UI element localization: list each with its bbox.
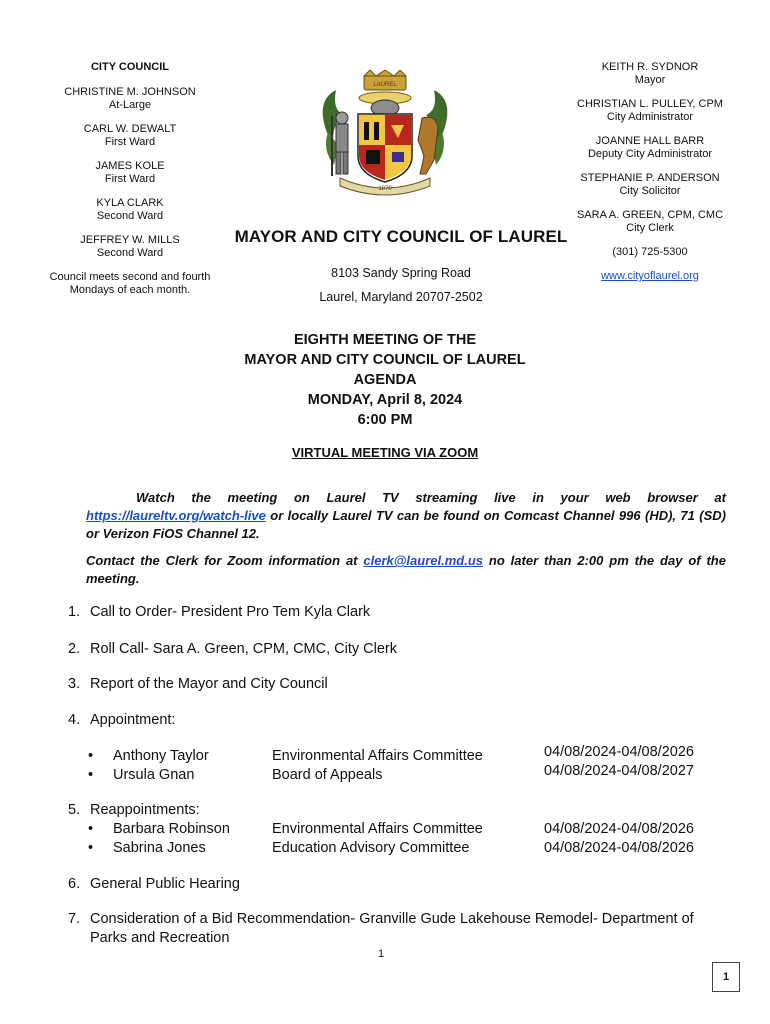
agenda-item <box>68 640 397 659</box>
agenda-item-text: Roll Call- Sara A. Green, CPM, CMC, City Clerk <box>90 641 397 657</box>
agenda-item <box>68 675 328 694</box>
member-name: KYLA CLARK <box>96 197 164 209</box>
bullet-icon: • <box>88 821 94 837</box>
virtual-meeting-notice <box>120 445 650 460</box>
council-member <box>40 86 220 112</box>
reappointment-term: 04/08/2024-04/08/2026 <box>544 821 694 837</box>
agenda-item-text: General Public Hearing <box>90 876 240 892</box>
agenda-item-text: Appointment: <box>90 712 176 728</box>
meeting-heading-line: EIGHTH MEETING OF THE <box>293 332 477 348</box>
agenda-item <box>68 603 370 622</box>
appointee-name: Barbara Robinson <box>113 821 230 837</box>
member-name: CHRISTINE M. JOHNSON <box>64 86 196 98</box>
agenda-item <box>68 910 738 948</box>
meeting-note-line: Council meets second and fourth <box>49 271 211 283</box>
page-number-box: 1 <box>712 962 740 992</box>
agenda-item-number: 5. <box>68 802 81 818</box>
agenda-item-number: 2. <box>68 641 81 657</box>
phone-number: (301) 725-5300 <box>612 246 688 258</box>
agenda-item-number: 7. <box>68 911 81 927</box>
page-number: 1 <box>378 948 385 960</box>
meeting-note-line: Mondays of each month. <box>69 284 191 296</box>
notice-text: Contact the Clerk for Zoom information at <box>86 553 364 568</box>
member-role: At-Large <box>108 99 152 111</box>
website-link[interactable]: www.cityoflaurel.org <box>601 270 699 282</box>
member-name: JAMES KOLE <box>95 160 165 172</box>
virtual-meeting-label: VIRTUAL MEETING VIA ZOOM <box>291 445 479 460</box>
laureltv-link[interactable]: https://laureltv.org/watch-live <box>86 508 266 523</box>
zoom-contact-notice <box>86 552 726 588</box>
meeting-heading <box>120 330 650 430</box>
official <box>568 172 732 198</box>
clerk-email-link[interactable]: clerk@laurel.md.us <box>363 553 484 568</box>
reappointment-committee: Environmental Affairs Committee <box>272 821 483 837</box>
official <box>568 61 732 87</box>
meeting-time: 6:00 PM <box>357 412 413 428</box>
agenda-item <box>68 801 200 820</box>
council-member <box>40 234 220 260</box>
member-name: JEFFREY W. MILLS <box>80 234 180 246</box>
agenda-item-text: Reappointments: <box>90 802 200 818</box>
reappointment-name <box>88 839 206 858</box>
meeting-date: MONDAY, April 8, 2024 <box>307 392 463 408</box>
agenda-item <box>68 711 175 730</box>
agenda-item-number: 6. <box>68 876 81 892</box>
notice-text: or locally Laurel TV can be found on Comcast Channel 996 (HD), 71 (SD) or Verizon FiOS Channel 12. <box>86 508 726 541</box>
meeting-schedule-note <box>40 271 220 297</box>
appointment-name <box>88 766 194 785</box>
official-name: KEITH R. SYDNOR <box>601 61 699 73</box>
bullet-icon: • <box>88 748 94 764</box>
council-heading: CITY COUNCIL <box>90 61 170 73</box>
notice-text: Watch the meeting on Laurel TV streaming live in your web browser at <box>136 490 726 505</box>
member-name: CARL W. DEWALT <box>83 123 177 135</box>
official <box>568 98 732 124</box>
agenda-item-text: Consideration of a Bid Recommendation- Granville Gude Lakehouse Remodel- Department of <box>90 911 694 927</box>
council-member <box>40 123 220 149</box>
bullet-icon: • <box>88 840 94 856</box>
council-member <box>40 160 220 186</box>
crest-date-text: 1870 <box>378 186 392 192</box>
official <box>568 209 732 235</box>
appointment-committee: Board of Appeals <box>272 767 383 783</box>
city-crest-logo <box>314 70 456 200</box>
meeting-heading-line: AGENDA <box>353 372 417 388</box>
crest-banner-text: LAUREL <box>373 82 397 88</box>
agenda-item-number: 3. <box>68 676 81 692</box>
address-line-2: Laurel, Maryland 20707-2502 <box>319 290 483 304</box>
agenda-item <box>68 875 240 894</box>
official-role: City Solicitor <box>619 185 681 197</box>
meeting-heading-line: MAYOR AND CITY COUNCIL OF LAUREL <box>244 352 526 368</box>
official-role: City Administrator <box>606 111 694 123</box>
council-member <box>40 197 220 223</box>
appointment-term: 04/08/2024-04/08/2026 <box>544 744 694 760</box>
reappointment-name <box>88 820 230 839</box>
official-role: Deputy City Administrator <box>587 148 713 160</box>
agenda-item-text: Call to Order- President Pro Tem Kyla Clark <box>90 604 371 620</box>
organization-title: MAYOR AND CITY COUNCIL OF LAUREL <box>234 227 568 246</box>
appointment-term: 04/08/2024-04/08/2027 <box>544 763 694 779</box>
member-role: First Ward <box>104 136 156 148</box>
official <box>568 135 732 161</box>
member-role: Second Ward <box>96 210 164 222</box>
reappointment-term: 04/08/2024-04/08/2026 <box>544 840 694 856</box>
appointee-name: Anthony Taylor <box>113 748 209 764</box>
crest-icon <box>314 70 456 200</box>
bullet-icon: • <box>88 767 94 783</box>
city-council-column <box>40 61 220 308</box>
member-role: Second Ward <box>96 247 164 259</box>
official-role: Mayor <box>634 74 666 86</box>
appointment-name <box>88 747 209 766</box>
agenda-item-text: Report of the Mayor and City Council <box>90 676 328 692</box>
official-name: SARA A. GREEN, CPM, CMC <box>576 209 724 221</box>
official-name: JOANNE HALL BARR <box>595 135 705 147</box>
appointee-name: Ursula Gnan <box>113 767 195 783</box>
address-line-1: 8103 Sandy Spring Road <box>331 266 471 280</box>
appointee-name: Sabrina Jones <box>113 840 206 856</box>
agenda-item-number: 4. <box>68 712 81 728</box>
agenda-item-text-continued: Parks and Recreation <box>90 930 230 946</box>
official-role: City Clerk <box>626 222 674 234</box>
reappointment-committee: Education Advisory Committee <box>272 840 470 856</box>
appointment-committee: Environmental Affairs Committee <box>272 748 483 764</box>
official-name: STEPHANIE P. ANDERSON <box>580 172 720 184</box>
official-name: CHRISTIAN L. PULLEY, CPM <box>577 98 723 110</box>
officials-column <box>568 61 732 283</box>
streaming-notice <box>86 489 726 543</box>
member-role: First Ward <box>104 173 156 185</box>
agenda-item-number: 1. <box>68 604 81 620</box>
notice-text: no later than 2:00 pm the day of the meeting. <box>86 553 726 586</box>
